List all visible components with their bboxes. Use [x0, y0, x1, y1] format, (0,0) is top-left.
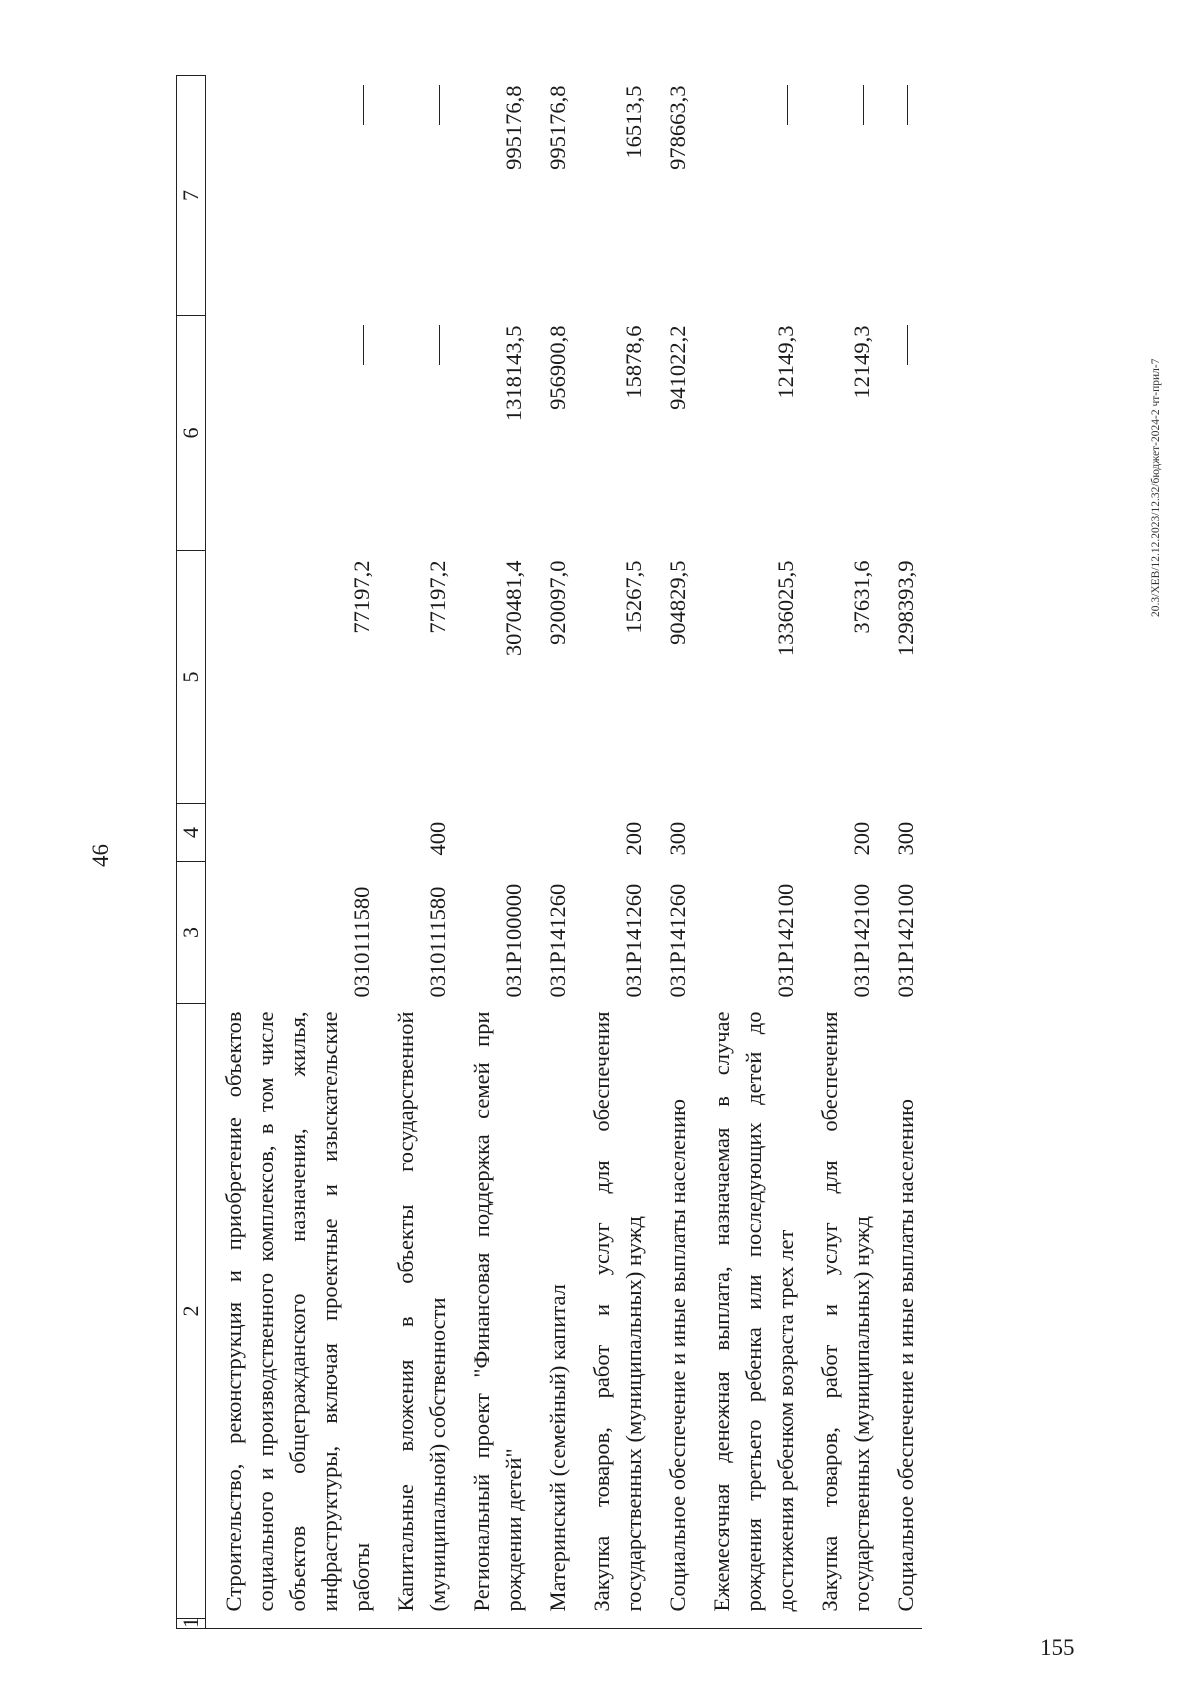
row-target-code: 031P142100 — [773, 883, 798, 998]
row-expense-type — [530, 804, 574, 862]
row-expense-type — [206, 804, 379, 862]
row-value-col-5: 77197,2 — [349, 560, 374, 634]
row-target-code: 031P142100 — [893, 883, 918, 998]
row-value-col-7 — [378, 76, 454, 316]
row-value-col-5: 15267,5 — [621, 560, 646, 634]
row-expense-type: 300 — [665, 821, 690, 856]
row-value-col-6 — [206, 316, 379, 551]
empty-value-dash — [787, 86, 788, 126]
header-col-4: 4 — [177, 804, 206, 862]
row-description: Материнский (семейный) капитал — [545, 1284, 570, 1612]
empty-value-dash — [907, 86, 908, 126]
header-col-6: 6 — [177, 316, 206, 551]
row-target-code: 031P141260 — [621, 883, 646, 998]
row-description: Региональный проект "Финансовая поддержка семей при рождении детей" — [469, 1011, 526, 1612]
cell-col-1 — [802, 1619, 878, 1629]
row-value-col-7: 978663,3 — [665, 85, 690, 170]
row-value-col-6: 941022,2 — [665, 325, 690, 410]
row-value-col-7 — [802, 76, 878, 316]
row-value-col-5: 37631,6 — [849, 560, 874, 634]
table-row — [802, 76, 878, 1629]
table-row — [530, 76, 574, 1629]
table-row — [378, 76, 454, 1629]
table-header-row — [177, 76, 206, 1629]
budget-table — [176, 75, 922, 1629]
cell-col-1 — [650, 1619, 694, 1629]
empty-value-dash — [439, 86, 440, 126]
row-value-col-7: 16513,5 — [621, 85, 646, 159]
row-value-col-5: 920097,0 — [545, 560, 570, 645]
row-expense-type: 200 — [849, 821, 874, 856]
row-description: Социальное обеспечение и иные выплаты населению — [893, 1099, 918, 1612]
empty-value-dash — [907, 326, 908, 366]
row-description: Строительство, реконструкция и приобретение объектов социального и производственного комплексов, в том числе объектов общегражданского назначения, жилья, инфраструктуры, включая проектные и изыскательские работы — [221, 1011, 374, 1612]
table-row — [206, 76, 379, 1629]
row-description: Капитальные вложения в объекты государственной (муниципальной) собственности — [393, 1011, 450, 1612]
table-row — [650, 76, 694, 1629]
row-description: Закупка товаров, работ и услуг для обеспечения государственных (муниципальных) нужд — [589, 1011, 646, 1612]
row-value-col-5: 1298393,9 — [893, 560, 918, 657]
row-value-col-6 — [878, 316, 922, 551]
row-value-col-6: 15878,6 — [621, 325, 646, 399]
row-expense-type — [454, 804, 530, 862]
header-col-3: 3 — [177, 862, 206, 1004]
row-value-col-6: 12149,3 — [773, 325, 798, 399]
header-col-5: 5 — [177, 551, 206, 804]
row-value-col-7 — [878, 76, 922, 316]
header-col-1: 1 — [177, 1619, 206, 1629]
row-target-code: 0310111580 — [425, 886, 450, 998]
document-footer-id: 20.3/ХЕВ/12.12.2023/12.32/бюджет-2024-2 чт-прил-7 — [1150, 358, 1162, 617]
row-description: Социальное обеспечение и иные выплаты населению — [665, 1099, 690, 1612]
table-body — [206, 76, 923, 1629]
row-value-col-6 — [378, 316, 454, 551]
table-row — [694, 76, 802, 1629]
sheet-number: 155 — [1040, 1635, 1075, 1660]
row-target-code: 031P142100 — [849, 883, 874, 998]
cell-col-1 — [454, 1619, 530, 1629]
cell-col-1 — [694, 1619, 802, 1629]
header-col-7: 7 — [177, 76, 206, 316]
row-value-col-6: 956900,8 — [545, 325, 570, 410]
row-target-code: 031P141260 — [665, 883, 690, 998]
empty-value-dash — [363, 86, 364, 126]
row-target-code: 0310111580 — [349, 886, 374, 998]
row-expense-type: 400 — [425, 821, 450, 856]
empty-value-dash — [439, 326, 440, 366]
row-value-col-5: 904829,5 — [665, 560, 690, 645]
row-value-col-5: 3070481,4 — [501, 560, 526, 657]
row-value-col-5: 1336025,5 — [773, 560, 798, 657]
row-value-col-7: 995176,8 — [545, 85, 570, 170]
cell-col-1 — [878, 1619, 922, 1629]
row-target-code: 031P100000 — [501, 883, 526, 998]
table-row — [878, 76, 922, 1629]
row-target-code: 031P141260 — [545, 883, 570, 998]
empty-value-dash — [863, 86, 864, 126]
cell-col-1 — [378, 1619, 454, 1629]
page-number: 46 — [88, 844, 113, 867]
row-value-col-5: 77197,2 — [425, 560, 450, 634]
table-row — [454, 76, 530, 1629]
row-expense-type: 300 — [893, 821, 918, 856]
empty-value-dash — [363, 326, 364, 366]
header-col-2: 2 — [177, 1004, 206, 1619]
row-description: Закупка товаров, работ и услуг для обеспечения государственных (муниципальных) нужд — [817, 1011, 874, 1612]
row-value-col-6: 1318143,5 — [501, 325, 526, 422]
cell-col-1 — [206, 1619, 379, 1629]
row-expense-type: 200 — [621, 821, 646, 856]
row-expense-type — [694, 804, 802, 862]
row-value-col-7 — [206, 76, 379, 316]
row-value-col-7 — [694, 76, 802, 316]
cell-col-1 — [530, 1619, 574, 1629]
row-value-col-6: 12149,3 — [849, 325, 874, 399]
row-description: Ежемесячная денежная выплата, назначаемая в случае рождения третьего ребенка или последующих детей до достижения ребенком возраста трех лет — [709, 1011, 798, 1612]
row-value-col-7: 995176,8 — [501, 85, 526, 170]
table-row — [574, 76, 650, 1629]
cell-col-1 — [574, 1619, 650, 1629]
